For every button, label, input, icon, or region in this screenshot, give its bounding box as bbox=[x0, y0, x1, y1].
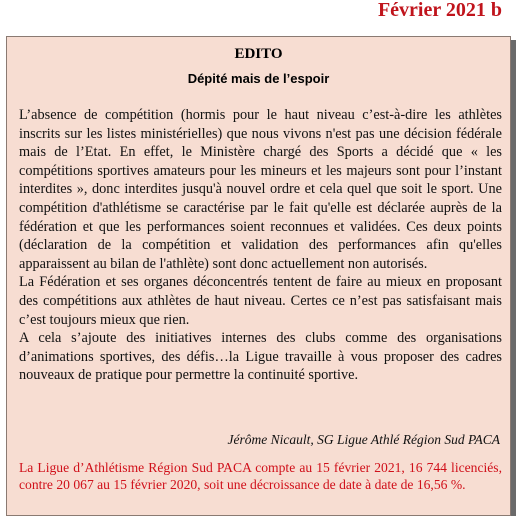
edito-title: EDITO bbox=[234, 46, 283, 62]
license-count-note: La Ligue d’Athlétisme Région Sud PACA compte au 15 février 2021, 16 744 licenciés, contre 20 067 au 15 février 2020, soit une décroissance de date à date de 16,56 %. bbox=[19, 460, 502, 492]
paragraph: A cela s’ajoute des initiatives internes des clubs comme des organisations d’animations sportives, des défis…la Ligue travaille à vous proposer des cadres nouveaux de pratique pour permettre la continuité sportive. bbox=[19, 330, 502, 384]
edito-box bbox=[6, 36, 511, 516]
paragraph: L’absence de compétition (hormis pour le haut niveau c’est-à-dire les athlètes inscrits sur les listes ministérielles) que nous vivons n'est pas une décision fédérale mais de l’Etat. En effet, le Ministère chargé des Sports a décidé que « les compétitions sportives amateurs pour les mineurs et les majeurs sont pour l’instant interdites », donc interdites jusqu'à nouvel ordre et cela quel que soit le sport. Une compétition d'athlétisme se caractérise par le fait qu'elle est déclarée auprès de la fédération et que les performances soient reconnues et validées. Ces deux points (déclaration de la compétition et validation des performances afin qu'elles apparaissent au bilan de l'athlète) sont donc actuellement non autorisés. bbox=[19, 107, 502, 272]
signature: Jérôme Nicault, SG Ligue Athlé Région Sud PACA bbox=[227, 432, 500, 447]
issue-date: Février 2021 b bbox=[377, 0, 502, 21]
edito-body bbox=[19, 106, 502, 385]
edito-subtitle: Dépité mais de l’espoir bbox=[187, 71, 330, 86]
box-shadow bbox=[511, 40, 516, 516]
paragraph: La Fédération et ses organes déconcentrés tentent de faire au mieux en proposant des compétitions aux athlètes de haut niveau. Certes ce n’est pas satisfaisant mais c’est toujours mieux que rien. bbox=[19, 274, 502, 328]
